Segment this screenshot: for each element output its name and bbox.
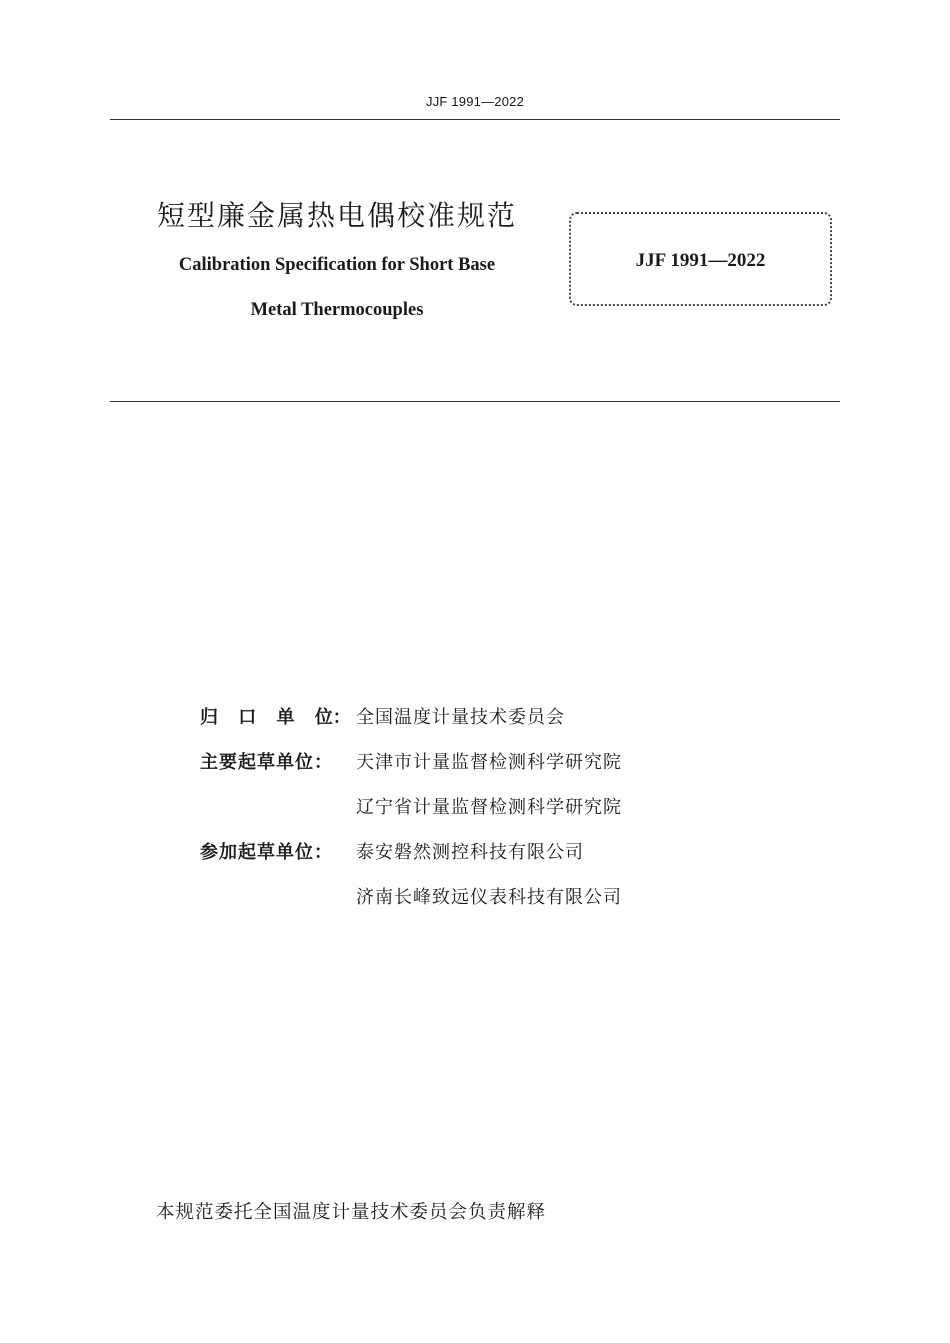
- org-row-centralizing: [200, 703, 760, 748]
- centralizing-unit-label: 归 口 单 位：: [200, 707, 351, 728]
- centralizing-unit-value: 全国温度计量技术委员会: [356, 707, 565, 728]
- standard-code-box-text: JJF 1991—2022: [635, 250, 766, 271]
- org-row-participating-1: [200, 838, 760, 883]
- participating-unit-value: 泰安磐然测控科技有限公司: [356, 842, 584, 863]
- section-rule: [110, 401, 840, 402]
- header-rule: [110, 119, 840, 120]
- header-standard-code: JJF 1991—2022: [426, 94, 524, 109]
- org-row-participating-2: [200, 883, 760, 928]
- title-english-line1: Calibration Specification for Short Base: [178, 255, 496, 275]
- org-row-main-drafting-1: [200, 748, 760, 793]
- organizations-block: [200, 703, 760, 928]
- title-chinese: 短型廉金属热电偶校准规范: [156, 199, 517, 232]
- participating-unit-label: 参加起草单位：: [200, 842, 333, 863]
- interpretation-note: 本规范委托全国温度计量技术委员会负责解释: [156, 1202, 547, 1223]
- main-drafting-unit-label: 主要起草单位：: [200, 752, 333, 773]
- main-drafting-unit-value: 辽宁省计量监督检测科学研究院: [356, 797, 622, 818]
- title-english-line2: Metal Thermocouples: [250, 300, 424, 320]
- participating-unit-value: 济南长峰致远仪表科技有限公司: [356, 887, 622, 908]
- main-drafting-unit-value: 天津市计量监督检测科学研究院: [356, 752, 622, 773]
- org-row-main-drafting-2: [200, 793, 760, 838]
